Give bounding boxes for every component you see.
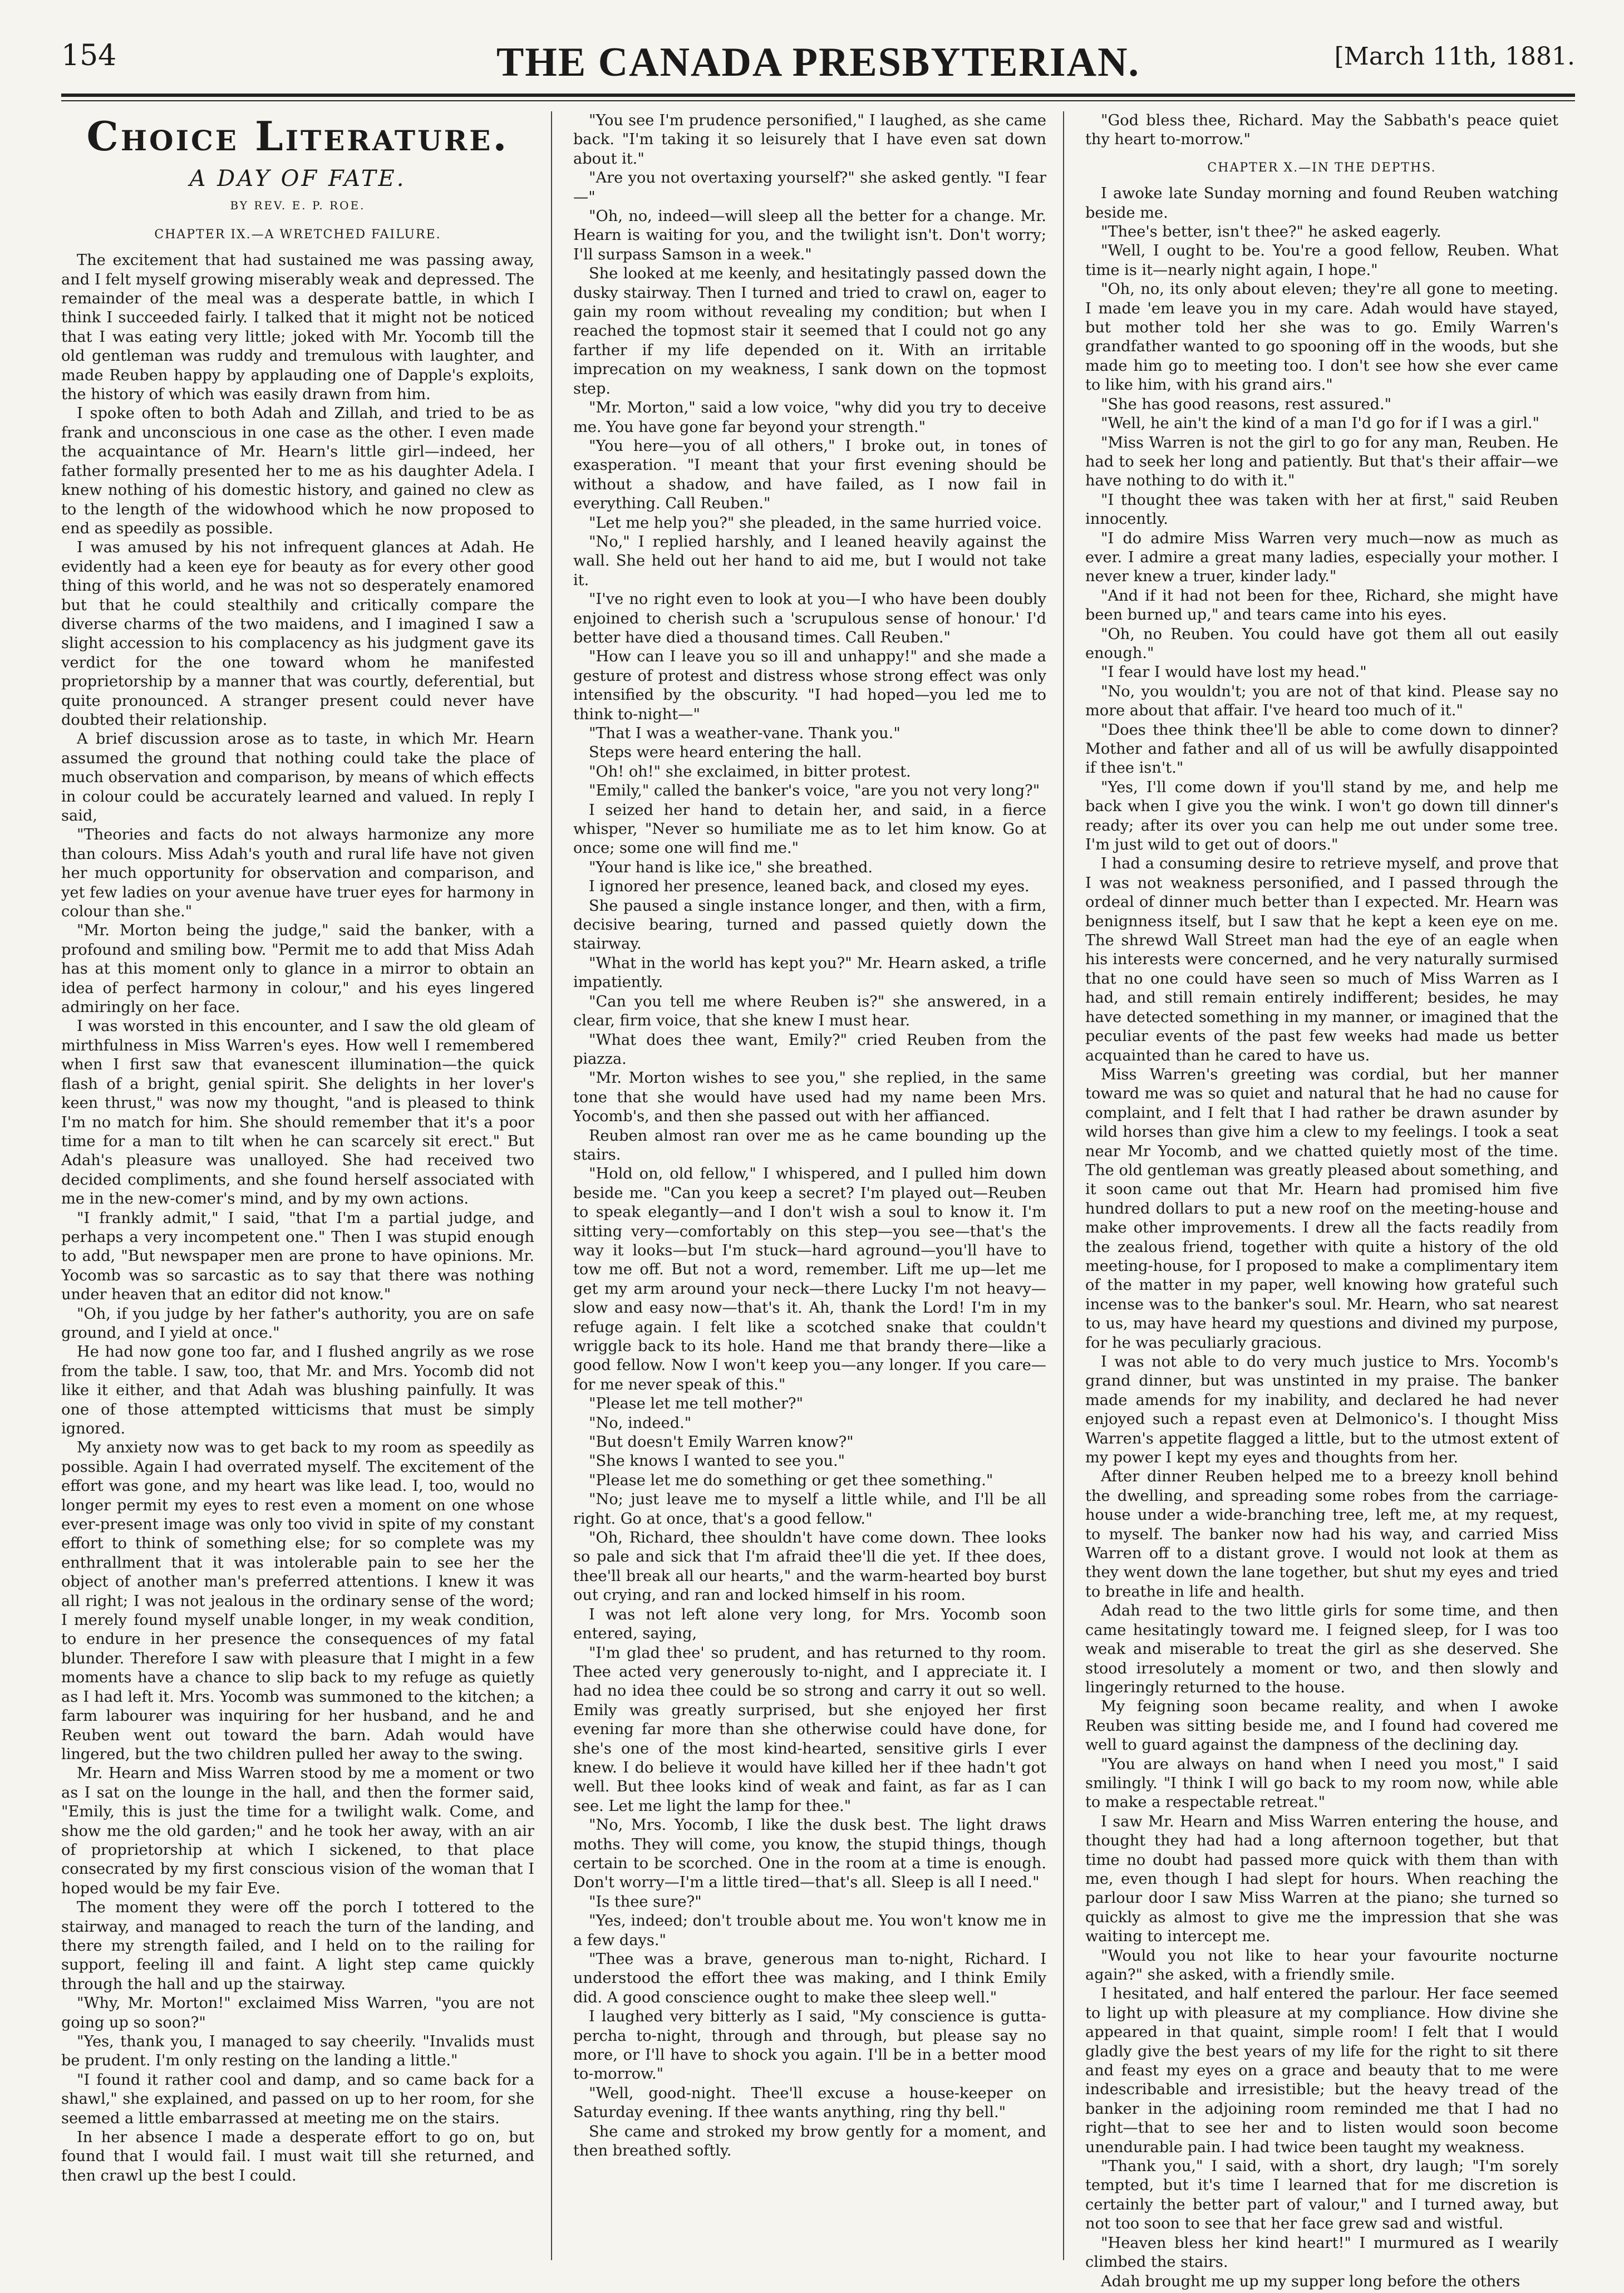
paragraph: "Would you not like to hear your favourite nocturne again?" she asked, with a friendly smile. xyxy=(1085,1947,1558,1983)
paragraph: "Your hand is like ice," she breathed. xyxy=(589,858,873,876)
masthead-rule-thin xyxy=(61,100,1575,101)
paragraph: "I fear I would have lost my head." xyxy=(1101,664,1367,681)
paragraph: "No," I replied harshly, and I leaned heavily against the wall. She held out her hand to aid me, but I would not take it. xyxy=(573,533,1046,589)
paragraph: "I do admire Miss Warren very much—now as much as ever. I admire a great many ladies, especially your mother. I never knew a truer, kinder lady." xyxy=(1085,529,1558,586)
paragraph: "You here—you of all others," I broke out, in tones of exasperation. "I meant that your first evening should be without a shadow, and have failed, as I now fail in everything. Call Reuben." xyxy=(573,437,1046,513)
paragraph: I hesitated, and half entered the parlour. Her face seemed to light up with pleasure at my compliance. How divine she appeared in that quaint, simple room! I felt that I would gladly give the best years of my life for the right to sit there and feast my eyes on a grace and beauty that to me were indescribable and irresistible; but the heavy tread of the banker in the adjoining room reminded me that I had no right—that to see her and to listen would soon become unendurable pain. I had twice been taught my weakness. xyxy=(1085,1985,1558,2156)
paragraph: "What does thee want, Emily?" cried Reuben from the piazza. xyxy=(573,1031,1046,1068)
paragraph: The moment they were off the porch I tottered to the stairway, and managed to reach the turn of the landing, and there my strength failed, and I held on to the railing for support, feeling ill and faint. A light step came quickly through the hall and up the stairway. xyxy=(61,1899,534,1993)
column-3 xyxy=(1085,111,1558,2290)
column-text xyxy=(573,111,1046,2161)
paragraph: "Oh, no, its only about eleven; they're all gone to meeting. I made 'em leave you in my care. Adah would have stayed, but mother told her she was to go. Emily Warren's grandfather wanted to go spooning off in the woods, but she made him go to meeting too. I don't see how she ever came to like him, with his grand airs." xyxy=(1085,281,1558,394)
story-title: A DAY OF FATE. xyxy=(189,166,406,192)
paragraph: I saw Mr. Hearn and Miss Warren entering the house, and thought they had had a long afternoon together, but that time no doubt had passed more quick with them than with me, even though I had slept for hours. When reaching the parlour door I saw Miss Warren at the piano; she turned so quickly as almost to give me the impression that she was waiting to intercept me. xyxy=(1085,1813,1558,1946)
paragraph: She came and stroked my brow gently for a moment, and then breathed softly. xyxy=(573,2123,1046,2160)
paragraph: "Thank you," I said, with a short, dry laugh; "I'm sorely tempted, but it's time I learned that for me discretion is certainly the better part of valour," and I turned away, but not too soon to see that her face grew sad and wistful. xyxy=(1085,2158,1558,2233)
paragraph: My anxiety now was to get back to my room as speedily as possible. Again I had overrated myself. The excitement of the effort was gone, and my heart was like lead. I, too, would no longer permit my eyes to rest even a moment on one whose ever-present image was only too vivid in spite of my constant effort to think of something else; for so complete was my enthrallment that it was intolerable pain to see her the object of another man's preferred attentions. I knew it was all right; I was not jealous in the ordinary sense of the word; I merely found myself unable longer, in my weak condition, to endure in her presence the consequences of my fatal blunder. Therefore I saw with pleasure that I might in a few moments have a chance to slip back to my refuge as quietly as I had left it. Mrs. Yocomb was summoned to the kitchen; a farm labourer was inquiring for her husband, and he and Reuben went out toward the barn. Adah would have lingered, but the two children pulled her away to the swing. xyxy=(61,1439,534,1763)
paragraph: "Well, good-night. Thee'll excuse a house-keeper on Saturday evening. If thee wants anything, ring thy bell." xyxy=(573,2084,1046,2122)
paragraph: "Oh, no Reuben. You could have got them all out easily enough." xyxy=(1085,625,1558,662)
paragraph: "Mr. Morton," said a low voice, "why did you try to deceive me. You have gone far beyond your strength." xyxy=(573,399,1046,436)
paragraph: "Yes, indeed; don't trouble about me. You won't know me in a few days." xyxy=(573,1912,1046,1949)
column-1 xyxy=(61,111,534,2260)
column-text xyxy=(1085,111,1558,150)
paragraph: "Yes, thank you, I managed to say cheerily. "Invalids must be prudent. I'm only resting on the landing a little." xyxy=(61,2033,534,2070)
paragraph: Adah brought me up my supper long before the others xyxy=(1101,2272,1520,2290)
column-divider xyxy=(1063,111,1064,2260)
issue-date: [March 11th, 1881. xyxy=(1334,42,1575,71)
paragraph: She looked at me keenly, and hesitatingly passed down the dusky stairway. Then I turned and tried to crawl on, eager to gain my room without revealing my condition; but when I reached the topmost stair it seemed that I could not go any farther if my life depended on it. With an irritable imprecation on my weakness, I sank down on the topmost step. xyxy=(573,265,1046,397)
paragraph: "I found it rather cool and damp, and so came back for a shawl," she explained, and passed on up to her room, for she seemed a little embarrassed at meeting me on the stairs. xyxy=(61,2071,534,2127)
paragraph: I spoke often to both Adah and Zillah, and tried to be as frank and unconscious in one case as the other. I even made the acquaintance of Mr. Hearn's little girl—indeed, her father formally presented her to me as his daughter Adela. I knew nothing of his domestic history, and gained no clew as to the length of the widowhood which he now proposed to end as speedily as possible. xyxy=(61,405,534,537)
paragraph: "Oh, Richard, thee shouldn't have come down. Thee looks so pale and sick that I'm afraid thee'll die yet. If thee does, thee'll break all our hearts," and the warm-hearted boy burst out crying, and ran and locked himself in his room. xyxy=(573,1529,1046,1604)
paragraph: A brief discussion arose as to taste, in which Mr. Hearn assumed the ground that nothing could take the place of much observation and comparison, by means of which effects in colour could be accurately learned and valued. In reply I said, xyxy=(61,730,534,824)
paragraph: "No, indeed." xyxy=(589,1414,692,1432)
paragraph: "Heaven bless her kind heart!" I murmured as I wearily climbed the stairs. xyxy=(1085,2234,1558,2271)
paragraph: I was worsted in this encounter, and I saw the old gleam of mirthfulness in Miss Warren's eyes. How well I remembered when I first saw that evanescent illumination—the quick flash of a bright, genial spirit. She delights in her lover's keen thrust," was now my thought, "and is pleased to think I'm no match for him. She should remember that it's a poor time for a man to tilt when he can scarcely sit erect." But Adah's pleasure was unalloyed. She had received two decided compliments, and she found herself associated with me in the new-comer's mind, and by my own actions. xyxy=(61,1018,534,1208)
paragraph: I seized her hand to detain her, and said, in a fierce whisper, "Never so humiliate me as to let him know. Go at once; some one will find me." xyxy=(573,801,1046,857)
paragraph: "I thought thee was taken with her at first," said Reuben innocently. xyxy=(1085,491,1558,528)
paragraph: "What in the world has kept you?" Mr. Hearn asked, a trifle impatiently. xyxy=(573,954,1046,991)
paragraph: "Thee was a brave, generous man to-night, Richard. I understood the effort thee was making, and I think Emily did. A good conscience ought to make thee sleep well." xyxy=(573,1951,1046,2006)
paragraph: I was not left alone very long, for Mrs. Yocomb soon entered, saying, xyxy=(573,1605,1046,1643)
paragraph: "Mr. Morton wishes to see you," she replied, in the same tone that she would have used had my name been Mrs. Yocomb's, and then she passed out with her affianced. xyxy=(573,1069,1046,1126)
paragraph: "She knows I wanted to see you." xyxy=(589,1452,845,1470)
paragraph: "Please let me tell mother?" xyxy=(589,1395,804,1413)
paragraph: "Oh, no, indeed—will sleep all the better for a change. Mr. Hearn is waiting for you, and the twilight isn't. Don't worry; I'll surpass Samson in a week." xyxy=(573,208,1046,263)
paragraph: "No, Mrs. Yocomb, I like the dusk best. The light draws moths. They will come, you know, the stupid things, though certain to be scorched. One in the room at a time is enough. Don't worry—I'm a little tired—that's all. Sleep is all I need." xyxy=(573,1816,1046,1892)
paragraph: After dinner Reuben helped me to a breezy knoll behind the dwelling, and spreading some robes from the carriage-house under a wide-branching tree, left me, at my request, to myself. The banker now had his way, and carried Miss Warren off to a distant grove. I would not look at them as they went down the lane together, but shut my eyes and tried to breathe in life and health. xyxy=(1085,1468,1558,1600)
paragraph: "She has good reasons, rest assured." xyxy=(1101,395,1392,413)
paragraph: I awoke late Sunday morning and found Reuben watching beside me. xyxy=(1085,185,1558,222)
paragraph: "No; just leave me to myself a little while, and I'll be all right. Go at once, that's a good fellow." xyxy=(573,1491,1046,1528)
paragraph: "I'm glad thee' so prudent, and has returned to thy room. Thee acted very generously to-night, and I appreciate it. I had no idea thee could be so strong and carry it out so well. Emily was greatly surprised, but she enjoyed her first evening far more than she otherwise could have done, for she's one of the most kind-hearted, sensitive girls I ever knew. I do believe it would have killed her if thee hadn't got well. But thee looks kind of weak and faint, as far as I can see. Let me light the lamp for thee." xyxy=(573,1644,1046,1815)
paragraph: Miss Warren's greeting was cordial, but her manner toward me was so quiet and natural that he had no cause for complaint, and I felt that I had rather be drawn asunder by wild horses than give him a clew to my feelings. I took a seat near Mr Yocomb, and we chatted quietly most of the time. The old gentleman was greatly pleased about something, and it soon came out that Mr. Hearn had promised him five hundred dollars to put a new roof on the meeting-house and make other improvements. I drew all the facts readily from the zealous friend, together with quite a history of the old meeting-house, for I proposed to make a complimentary item of the matter in my paper, well knowing how grateful such incense was to the banker's soul. Mr. Hearn, who sat nearest to us, may have heard my questions and divined my purpose, for he was peculiarly gracious. xyxy=(1085,1066,1558,1352)
paragraph: "Emily," called the banker's voice, "are you not very long?" xyxy=(589,782,1040,800)
paragraph: "Mr. Morton being the judge," said the banker, with a profound and smiling bow. "Permit me to add that Miss Adah has at this moment only to glance in a mirror to obtain an idea of perfect harmony in colour," and his eyes lingered admiringly on her face. xyxy=(61,922,534,1017)
paragraph: "Well, I ought to be. You're a good fellow, Reuben. What time is it—nearly night again, I hope." xyxy=(1085,242,1558,279)
paragraph: I was not able to do very much justice to Mrs. Yocomb's grand dinner, but was unstinted in my praise. The banker made amends for my inability, and declared he had never enjoyed such a repast even at Delmonico's. I thought Miss Warren's appetite flagged a little, but to the utmost extent of my power I kept my eyes and thoughts from her. xyxy=(1085,1353,1558,1467)
paragraph: "And if it had not been for thee, Richard, she might have been burned up," and tears came into his eyes. xyxy=(1085,587,1558,624)
paragraph: "Can you tell me where Reuben is?" she answered, in a clear, firm voice, that she knew I must hear. xyxy=(573,993,1046,1030)
paragraph: She paused a single instance longer, and then, with a firm, decisive bearing, turned and passed quietly down the stairway. xyxy=(573,897,1046,953)
paragraph: "I frankly admit," I said, "that I'm a partial judge, and perhaps a very incompetent one." Then I was stupid enough to add, "But newspaper men are prone to have opinions. Mr. Yocomb was so sarcastic as to say that there was nothing under heaven that an editor did not know." xyxy=(61,1209,534,1304)
masthead xyxy=(61,39,1575,89)
paragraph: I laughed very bitterly as I said, "My conscience is gutta-percha to-night, through and through, but please say no more, or I'll have to shock you again. I'll be in a better mood to-morrow." xyxy=(573,2008,1046,2083)
paragraph: "Does thee think thee'll be able to come down to dinner? Mother and father and all of us will be awfully disappointed if thee isn't." xyxy=(1085,721,1558,777)
paragraph: "How can I leave you so ill and unhappy!" and she made a gesture of protest and distress whose strong effect was only intensified by the obscurity. "I had hoped—you led me to think to-night—" xyxy=(573,648,1046,723)
paragraph: "I've no right even to look at you—I who have been doubly enjoined to cherish such a 'scrupulous sense of honour.' I'd better have died a thousand times. Call Reuben." xyxy=(573,591,1046,646)
paragraph: "Well, he ain't the kind of a man I'd go for if I was a girl." xyxy=(1101,415,1540,433)
paragraph: My feigning soon became reality, and when I awoke Reuben was sitting beside me, and I found had covered me well to guard against the dampness of the declining day. xyxy=(1085,1698,1558,1754)
column-divider xyxy=(551,111,552,2260)
paragraph: "Yes, I'll come down if you'll stand by me, and help me back when I give you the wink. I won't go down till dinner's ready; after its over you can help me out under some tree. I'm just wild to get out of doors." xyxy=(1085,778,1558,854)
section-title: Choice Literature. xyxy=(86,112,509,160)
paragraph: Mr. Hearn and Miss Warren stood by me a moment or two as I sat on the lounge in the hall, and then the former said, "Emily, this is just the time for a twilight walk. Come, and show me the old garden;" and he took her away, with an air of proprietorship at which I sickened, to that place consecrated by my first conscious vision of the woman that I hoped would be my fair Eve. xyxy=(61,1765,534,1897)
paragraph: "Theories and facts do not always harmonize any more than colours. Miss Adah's youth and rural life have not given her much opportunity for observation and comparison, and yet few ladies on your avenue have truer eyes for harmony in colour than she." xyxy=(61,826,534,921)
paragraph: "Miss Warren is not the girl to go for any man, Reuben. He had to seek her long and patiently. But that's their affair—we have nothing to do with it." xyxy=(1085,434,1558,490)
paragraph: In her absence I made a desperate effort to go on, but found that I would fail. I must wait till she returned, and then crawl up the best I could. xyxy=(61,2129,534,2184)
paragraph: "Why, Mr. Morton!" exclaimed Miss Warren, "you are not going up so soon?" xyxy=(61,1995,534,2031)
paragraph: Reuben almost ran over me as he came bounding up the stairs. xyxy=(573,1127,1046,1163)
paragraph: "God bless thee, Richard. May the Sabbath's peace quiet thy heart to-morrow." xyxy=(1085,112,1558,149)
masthead-rule xyxy=(61,94,1575,97)
paragraph: "Oh, if you judge by her father's authority, you are on safe ground, and I yield at once." xyxy=(61,1305,534,1342)
paragraph: "Hold on, old fellow," I whispered, and I pulled him down beside me. "Can you keep a secret? I'm played out—Reuben to speak elegantly—and I don't wish a soul to know it. I'm sitting very—comfortably on this step—you see—that's the way it looks—but I'm stuck—hard aground—you'll have to tow me off. But not a word, remember. Lift me up—let me get my arm around your neck—there Lucky I'm not heavy—slow and easy now—that's it. Ah, thank the Lord! I'm in my refuge again. I felt like a scotched snake that couldn't wriggle back to its hole. Hand me that brandy there—like a good fellow. Now I won't keep you—any longer. If you care—for me never speak of this." xyxy=(573,1165,1046,1393)
paragraph: "You are always on hand when I need you most," I said smilingly. "I think I will go back to my room now, while able to make a respectable retreat." xyxy=(1085,1755,1558,1811)
newspaper-title: THE CANADA PRESBYTERIAN. xyxy=(496,40,1140,85)
column-text xyxy=(1085,184,1558,2291)
paragraph: "Let me help you?" she pleaded, in the same hurried voice. xyxy=(589,514,1042,532)
chapter-heading: CHAPTER X.—IN THE DEPTHS. xyxy=(1207,160,1436,175)
paragraph: "Oh! oh!" she exclaimed, in bitter protest. xyxy=(589,763,911,780)
chapter-heading: CHAPTER IX.—A WRETCHED FAILURE. xyxy=(154,227,441,242)
paragraph: The excitement that had sustained me was passing away, and I felt myself growing miserably weak and depressed. The remainder of the meal was a desperate battle, in which I think I succeeded fairly. I talked that it might not be noticed that I was eating very little; joked with Mr. Yocomb till the old gentleman was ruddy and tremulous with laughter, and made Reuben happy by applauding one of Dapple's exploits, the history of which was easily drawn from him. xyxy=(61,252,534,404)
byline: BY REV. E. P. ROE. xyxy=(230,199,366,213)
paragraph: I ignored her presence, leaned back, and closed my eyes. xyxy=(589,878,1030,896)
paragraph: I was amused by his not infrequent glances at Adah. He evidently had a keen eye for beauty as for every other good thing of this world, and he was not so desperately enamored but that he could stealthily and critically compare the diverse charms of the two maidens, and I imagined I saw a slight accession to his complacency as his judgment gave its verdict for the one toward whom he manifested proprietorship by a manner that was courtly, deferential, but quite pronounced. A stranger present could never have doubted their relationship. xyxy=(61,539,534,729)
paragraph: "No, you wouldn't; you are not of that kind. Please say no more about that affair. I've heard too much of it." xyxy=(1085,683,1558,720)
paragraph: "Is thee sure?" xyxy=(589,1893,702,1911)
paragraph: "Thee's better, isn't thee?" he asked eagerly. xyxy=(1101,223,1441,241)
paragraph: "But doesn't Emily Warren know?" xyxy=(589,1433,854,1451)
paragraph: He had now gone too far, and I flushed angrily as we rose from the table. I saw, too, that Mr. and Mrs. Yocomb did not like it either, and that Adah was blushing painfully. It was one of those attempted witticisms that must be simply ignored. xyxy=(61,1343,534,1437)
column-2 xyxy=(573,111,1046,2260)
paragraph: "That I was a weather-vane. Thank you." xyxy=(589,725,900,742)
column-text xyxy=(61,251,534,2186)
page-number: 154 xyxy=(61,39,117,72)
paragraph: Steps were heard entering the hall. xyxy=(589,744,862,762)
paragraph: I had a consuming desire to retrieve myself, and prove that I was not weakness personified, and I passed through the ordeal of dinner much better than I expected. Mr. Hearn was benignness itself, but I saw that he kept a keen eye on me. The shrewd Wall Street man had the eye of an eagle when his interests were concerned, and he very naturally surmised that no one could have seen so much of Miss Warren as I had, and still remain entirely indifferent; besides, he may have detected something in my manner, or imagined that the peculiar events of the past few weeks had made us better acquainted than he cared to have us. xyxy=(1085,855,1558,1064)
paragraph: "Please let me do something or get thee something." xyxy=(589,1471,993,1489)
paragraph: "Are you not overtaxing yourself?" she asked gently. "I fear—" xyxy=(573,169,1046,206)
paragraph: "You see I'm prudence personified," I laughed, as she came back. "I'm taking it so leisurely that I have even sat down about it." xyxy=(573,112,1046,168)
paragraph: Adah read to the two little girls for some time, and then came hesitatingly toward me. I feigned sleep, for I was too weak and miserable to treat the girl as she deserved. She stood irresolutely a moment or two, and then slowly and lingeringly returned to the house. xyxy=(1085,1602,1558,1696)
